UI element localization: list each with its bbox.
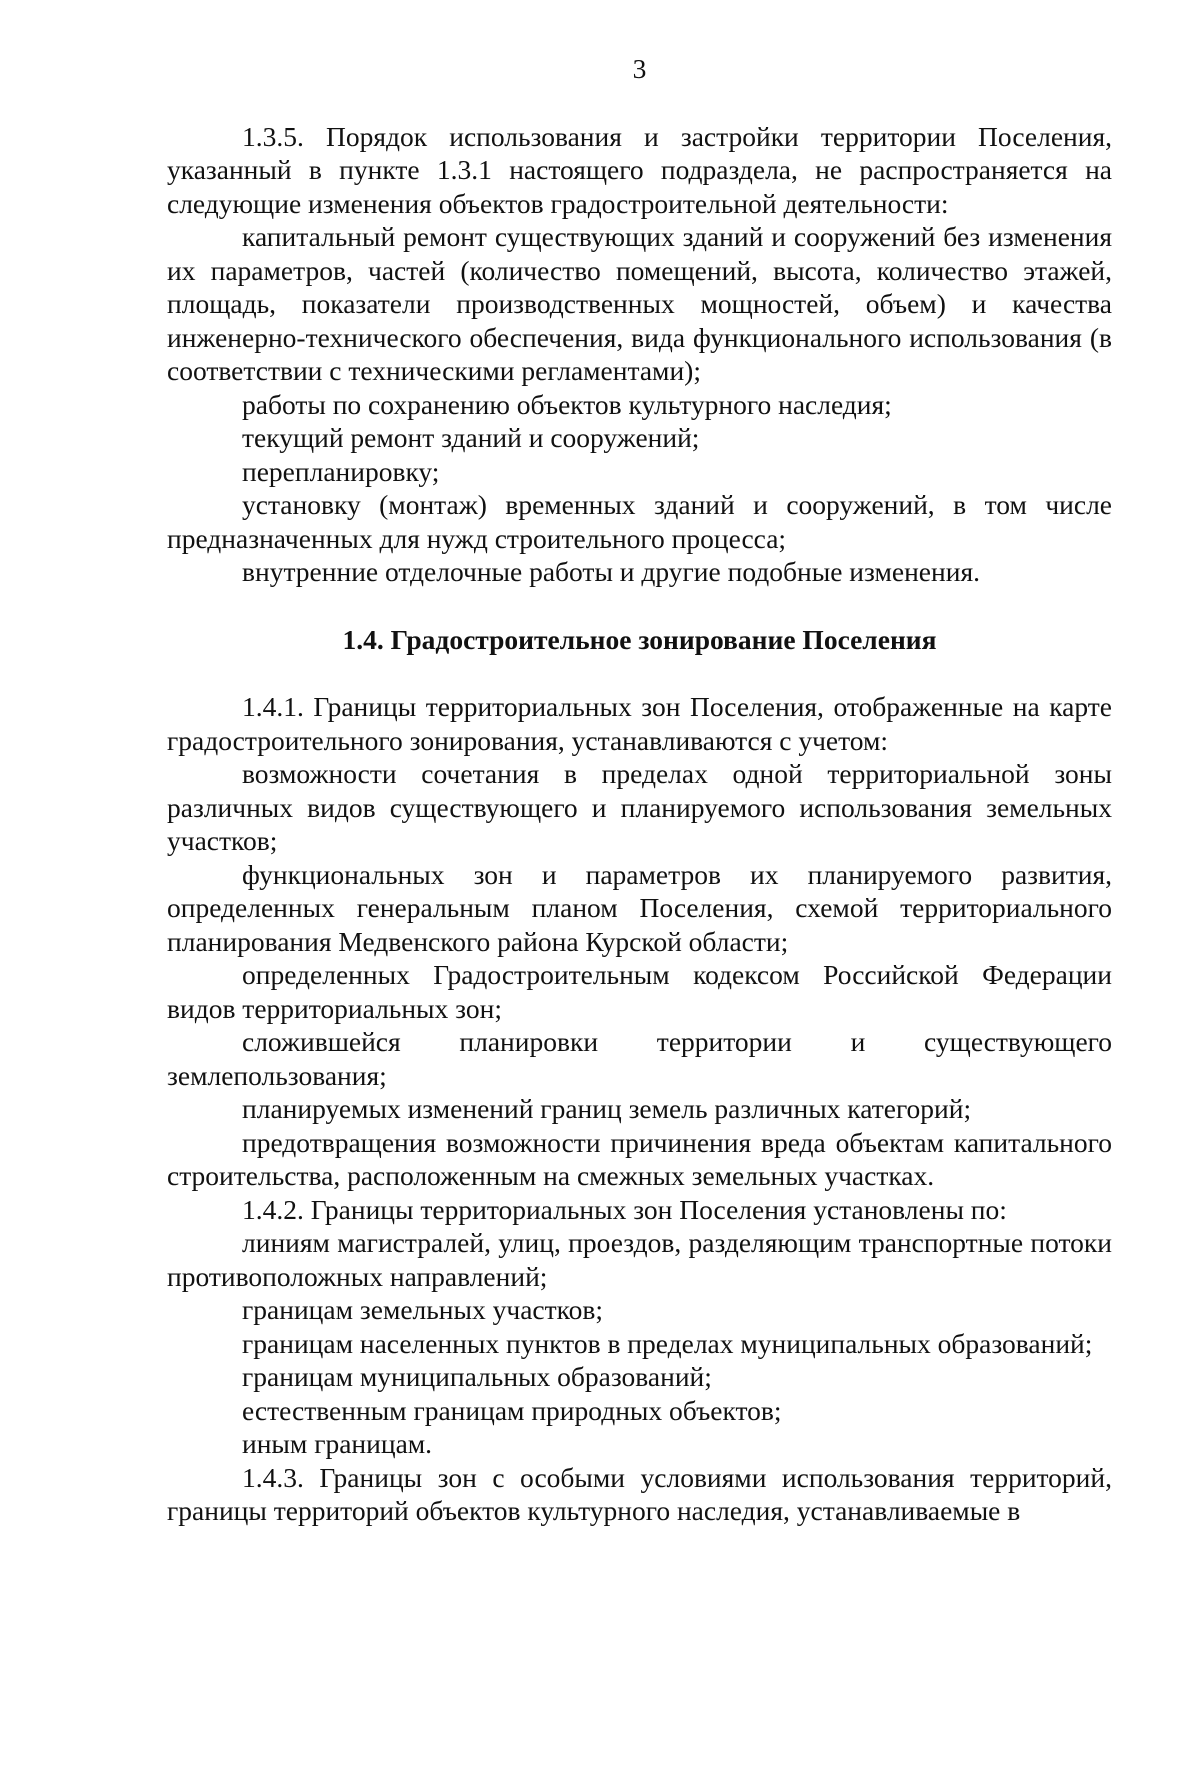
list-item: иным границам. <box>242 1428 433 1459</box>
list-item: границам земельных участков; <box>242 1294 603 1325</box>
list-item: предотвращения возможности причинения вреда объектам капитального строительства, расположенным на смежных земельных участках. <box>167 1126 1112 1191</box>
list-item: капитальный ремонт существующих зданий и сооружений без изменения их параметров, частей (количество помещений, высота, количество этажей, площадь, показатели производственных мощностей, объем) и качества инженерно-технического обеспечения, вида функционального использования (в соответствии с техническими регламентами); <box>167 221 1112 386</box>
list-item: определенных Градостроительным кодексом Российской Федерации видов территориальных зон; <box>167 959 1112 1024</box>
list-item: линиям магистралей, улиц, проездов, разделяющим транспортные потоки противоположных направлений; <box>167 1227 1112 1292</box>
list-item: внутренние отделочные работы и другие подобные изменения. <box>242 556 980 587</box>
document-page <box>167 52 1112 1528</box>
section-heading-1-4: 1.4. Градостроительное зонирование Поселения <box>342 623 937 655</box>
paragraph-1-4-3: 1.4.3. Границы зон с особыми условиями использования территорий, границы территорий объектов культурного наследия, устанавливаемые в <box>167 1461 1112 1526</box>
list-item: планируемых изменений границ земель различных категорий; <box>242 1093 972 1124</box>
list-item: возможности сочетания в пределах одной территориальной зоны различных видов существующего и планируемого использования земельных участков; <box>167 758 1112 856</box>
list-item: перепланировку; <box>242 455 440 487</box>
list-item: границам муниципальных образований; <box>242 1361 712 1392</box>
list-item: функциональных зон и параметров их планируемого развития, определенных генеральным планом Поселения, схемой территориального планирования Медвенского района Курской области; <box>167 858 1112 957</box>
paragraph-1-4-2: 1.4.2. Границы территориальных зон Поселения установлены по: <box>242 1193 1007 1225</box>
list-item: работы по сохранению объектов культурного наследия; <box>242 388 892 420</box>
paragraph-1-3-5: 1.3.5. Порядок использования и застройки территории Поселения, указанный в пункте 1.3.1 настоящего подраздела, не распространяется на следующие изменения объектов градостроительной деятельности: <box>167 120 1112 219</box>
list-item: границам населенных пунктов в пределах муниципальных образований; <box>242 1327 1093 1359</box>
page-number: 3 <box>632 53 647 84</box>
list-item: текущий ремонт зданий и сооружений; <box>242 422 700 453</box>
paragraph-1-4-1: 1.4.1. Границы территориальных зон Поселения, отображенные на карте градостроительного зонирования, устанавливаются с учетом: <box>167 691 1112 756</box>
list-item: сложившейся планировки территории и существующего землепользования; <box>167 1026 1112 1091</box>
list-item: установку (монтаж) временных зданий и сооружений, в том числе предназначенных для нужд строительного процесса; <box>167 489 1112 554</box>
list-item: естественным границам природных объектов; <box>242 1394 782 1426</box>
